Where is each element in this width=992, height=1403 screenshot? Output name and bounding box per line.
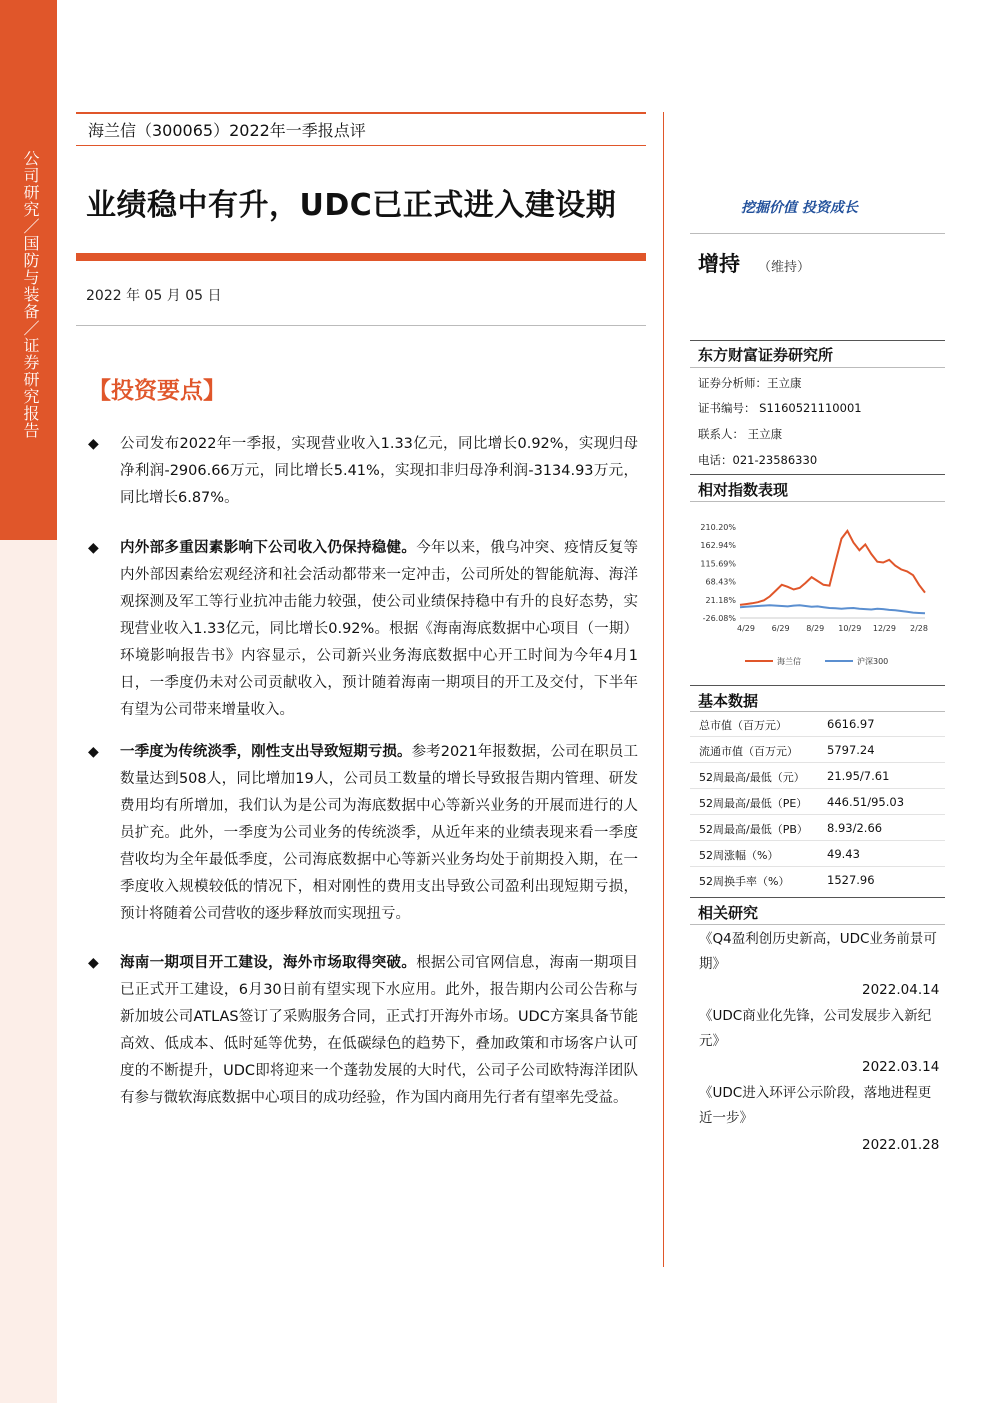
institute-sub-rule bbox=[690, 367, 945, 368]
basic-value: 1527.96 bbox=[827, 873, 875, 887]
top-rule bbox=[76, 112, 646, 114]
basic-value: 5797.24 bbox=[827, 743, 875, 757]
header-rule bbox=[76, 145, 646, 146]
basic-row-rule bbox=[690, 736, 945, 737]
legend-label: 海兰信 bbox=[777, 657, 801, 666]
bullet-text: 公司发布2022年一季报，实现营业收入1.33亿元，同比增长0.92%，实现归母净利润-2906.66万元，同比增长5.41%，实现扣非归母净利润-3134.93万元，同比增长6.87%。 bbox=[120, 436, 638, 506]
bullet-item bbox=[88, 431, 638, 512]
related-rule bbox=[690, 897, 945, 898]
x-tick-label: 4/29 bbox=[737, 624, 755, 633]
y-tick-label: 210.20% bbox=[700, 523, 736, 532]
diamond-icon: ◆ bbox=[88, 436, 99, 452]
perf-sub-rule bbox=[690, 501, 945, 502]
basic-title: 基本数据 bbox=[698, 692, 759, 710]
x-tick-label: 2/28 bbox=[910, 624, 928, 633]
bullet-item bbox=[88, 739, 638, 928]
series-line bbox=[740, 531, 925, 605]
basic-rule bbox=[690, 685, 945, 686]
rating-top-rule bbox=[690, 233, 945, 234]
cert-number: 证书编号： S1160521110001 bbox=[698, 401, 862, 415]
basic-label: 52周最高/最低（PB） bbox=[699, 823, 808, 836]
diamond-icon: ◆ bbox=[88, 540, 99, 556]
related-item-title[interactable]: 《UDC商业化先锋，公司发展步入新纪元》 bbox=[699, 1008, 932, 1049]
bullet-text: 一季度为传统淡季，刚性支出导致短期亏损。参考2021年报数据，公司在职员工数量达到508人，同比增加19人，公司员工数量的增长导致报告期内管理、研发费用均有所增加，我们认为是公司为海底数据中心等新兴业务的开展而进行的人员扩充。此外，一季度为公司业务的传统淡季，从近年来的业绩表现来看一季度营收均为全年最低季度，公司海底数据中心等新兴业务均处于前期投入期，在一季度收入规模较低的情况下，相对刚性的费用支出导致公司盈利出现短期亏损，预计将随着公司营收的逐步释放而实现扭亏。 bbox=[120, 744, 639, 922]
phone: 电话：021-23586330 bbox=[698, 453, 818, 467]
title-bar bbox=[76, 253, 646, 261]
institute-name: 东方财富证券研究所 bbox=[698, 346, 834, 364]
related-item-date: 2022.01.28 bbox=[862, 1137, 940, 1153]
basic-row-rule bbox=[690, 788, 945, 789]
contact: 联系人： 王立康 bbox=[698, 427, 783, 441]
related-item-date: 2022.03.14 bbox=[862, 1059, 940, 1075]
x-tick-label: 12/29 bbox=[872, 624, 896, 633]
basic-label: 流通市值（百万元） bbox=[699, 745, 798, 758]
related-title: 相关研究 bbox=[698, 904, 759, 922]
bullet-text: 海南一期项目开工建设，海外市场取得突破。根据公司官网信息，海南一期项目已正式开工建设，6月30日前有望实现下水应用。此外，报告期内公司公告称与新加坡公司ATLAS签订了采购服务合同，正式打开海外市场。UDC方案具备节能高效、低成本、低时延等优势，在低碳绿色的趋势下，叠加政策和市场客户认可度的不断提升，UDC即将迎来一个蓬勃发展的大时代，公司子公司欧特海洋团队有参与微软海底数据中心项目的成功经验，作为国内商用先行者有望率先受益。 bbox=[120, 955, 639, 1106]
y-tick-label: 68.43% bbox=[705, 577, 736, 587]
bullet-text: 内外部多重因素影响下公司收入仍保持稳健。今年以来，俄乌冲突、疫情反复等内外部因素给宏观经济和社会活动都带来一定冲击，公司所处的智能航海、海洋观探测及军工等行业抗冲击能力较强，使公司业绩保持稳中有升的良好态势，实现营业收入1.33亿元，同比增长0.92%。根据《海南海底数据中心项目（一期）环境影响报告书》内容显示，公司新兴业务海底数据中心开工时间为今年4月1日，一季度仍未对公司贡献收入，预计随着海南一期项目的开工及交付，下半年有望为公司带来增量收入。 bbox=[120, 540, 639, 718]
report-type: 海兰信（300065）2022年一季报点评 bbox=[88, 121, 366, 140]
perf-title: 相对指数表现 bbox=[698, 481, 789, 499]
basic-label: 52周换手率（%） bbox=[699, 875, 790, 888]
analyst: 证券分析师：王立康 bbox=[698, 376, 802, 390]
basic-label: 52周最高/最低（元） bbox=[699, 771, 805, 784]
diamond-icon: ◆ bbox=[88, 744, 99, 760]
slogan: 挖掘价值 投资成长 bbox=[741, 200, 858, 216]
column-divider bbox=[663, 112, 664, 1267]
legend-label: 沪深300 bbox=[857, 657, 889, 666]
investment-heading: 【投资要点】 bbox=[88, 378, 226, 404]
basic-label: 52周最高/最低（PE） bbox=[699, 797, 808, 810]
x-tick-label: 8/29 bbox=[806, 624, 825, 633]
rating: 增持 bbox=[698, 252, 740, 276]
sidebar-category: 公司研究／国防与装备／证券研究报告 bbox=[21, 150, 40, 439]
bullet-item bbox=[88, 950, 638, 1112]
date-rule bbox=[76, 325, 646, 326]
y-tick-label: 115.69% bbox=[700, 559, 736, 569]
related-item-title[interactable]: 《Q4盈利创历史新高，UDC业务前景可期》 bbox=[699, 931, 937, 972]
related-sub-rule bbox=[690, 924, 945, 925]
x-tick-label: 10/29 bbox=[838, 624, 862, 633]
basic-value: 21.95/7.61 bbox=[827, 769, 890, 783]
y-tick-label: 162.94% bbox=[700, 541, 736, 551]
bullet-item bbox=[88, 535, 638, 724]
basic-row-rule bbox=[690, 762, 945, 763]
x-tick-label: 6/29 bbox=[771, 624, 790, 633]
basic-row-rule bbox=[690, 814, 945, 815]
page-title: 业绩稳中有升，UDC已正式进入建设期 bbox=[86, 188, 617, 223]
basic-value: 6616.97 bbox=[827, 717, 875, 731]
series-line bbox=[740, 605, 925, 613]
rating-note: （维持） bbox=[758, 260, 811, 275]
y-tick-label: 21.18% bbox=[705, 595, 736, 605]
related-item-title[interactable]: 《UDC进入环评公示阶段，落地进程更近一步》 bbox=[699, 1085, 932, 1126]
basic-row-rule bbox=[690, 866, 945, 867]
basic-value: 49.43 bbox=[827, 847, 860, 861]
basic-row-rule bbox=[690, 840, 945, 841]
diamond-icon: ◆ bbox=[88, 955, 99, 971]
perf-rule bbox=[690, 474, 945, 475]
basic-label: 总市值（百万元） bbox=[699, 719, 787, 732]
y-tick-label: -26.08% bbox=[702, 614, 736, 623]
basic-value: 446.51/95.03 bbox=[827, 795, 905, 809]
related-item-date: 2022.04.14 bbox=[862, 982, 940, 998]
basic-sub-rule bbox=[690, 711, 945, 712]
basic-value: 8.93/2.66 bbox=[827, 821, 883, 835]
institute-rule bbox=[690, 340, 945, 341]
basic-label: 52周涨幅（%） bbox=[699, 849, 779, 862]
sidebar-fade bbox=[0, 540, 57, 1403]
chart-svg bbox=[690, 515, 940, 675]
report-date: 2022 年 05 月 05 日 bbox=[86, 288, 222, 304]
